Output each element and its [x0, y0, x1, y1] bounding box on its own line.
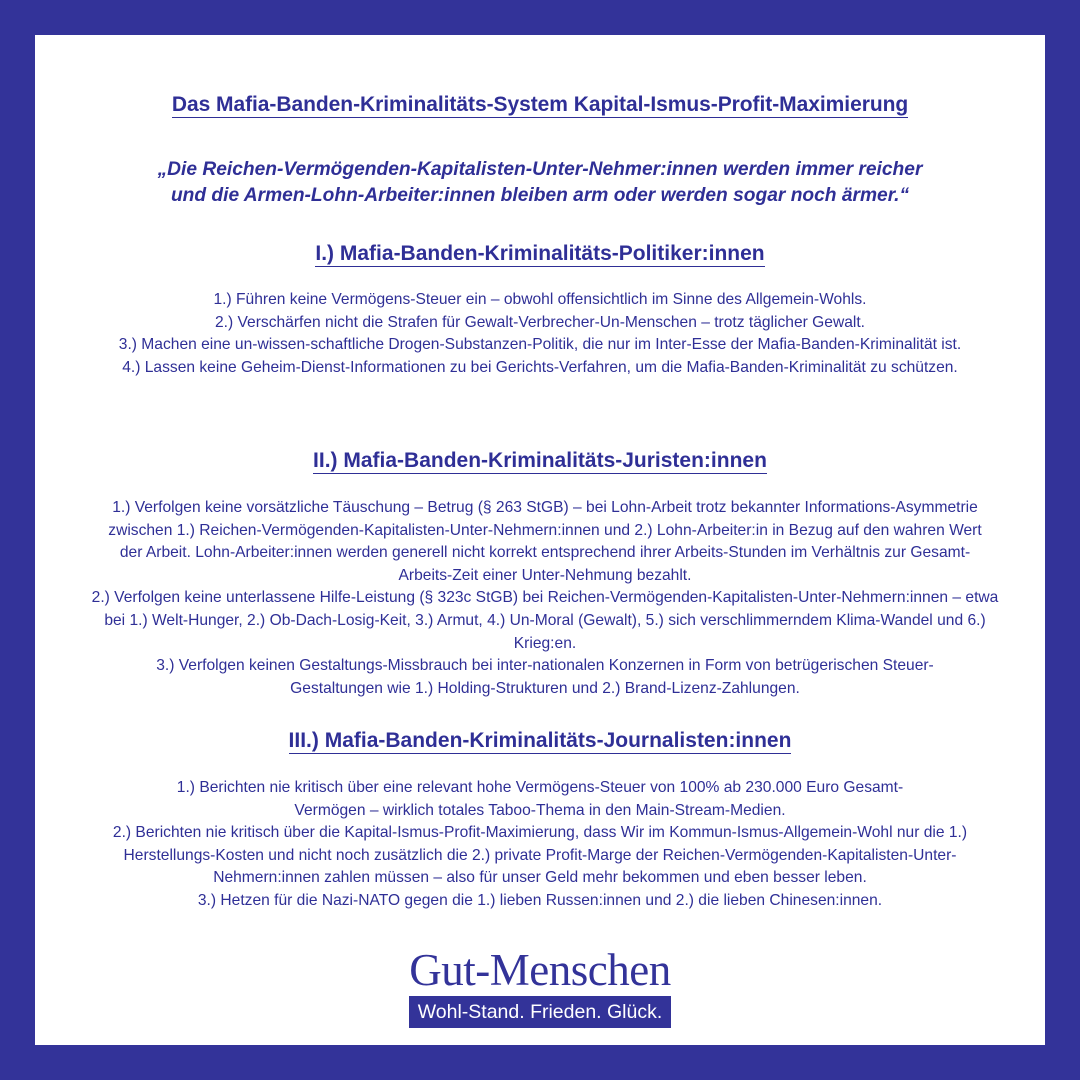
- list-item: 3.) Hetzen für die Nazi-NATO gegen die 1.) lieben Russen:innen und 2.) die lieben Chinesen:innen.: [197, 891, 883, 909]
- list-item: 3.) Verfolgen keinen Gestaltungs-Missbrauch bei inter-nationalen Konzernen in Form von betrügerischen Steuer-Gestaltungen wie 1.) Holding-Strukturen und 2.) Brand-Lizenz-Zahlungen.: [156, 657, 934, 697]
- section-heading-text: III.) Mafia-Banden-Kriminalitäts-Journalisten:innen: [288, 729, 792, 752]
- section-body-jurists: [75, 497, 1015, 700]
- quote-line-1: „Die Reichen-Vermögenden-Kapitalisten-Unter-Nehmer:innen werden immer reicher: [157, 159, 923, 180]
- section-body-politicians: [55, 289, 1025, 379]
- list-item: 1.) Verfolgen keine vorsätzliche Täuschung – Betrug (§ 263 StGB) – bei Lohn-Arbeit trotz bekannter Informations-Asymmetrie zwischen 1.) Reichen-Vermögenden-Kapitalisten-Unter-Nehmern:innen und 2.) Lohn-Arbeiter:in in Bezug auf den wahren Wert der Arbeit. Lohn-Arbeiter:innen werden generell nicht korrekt entsprechend ihrer Arbeits-Stunden im Verhältnis zur Gesamt-Arbeits-Zeit einer Unter-Nehmung bezahlt.: [108, 499, 982, 584]
- quote: [65, 157, 1015, 209]
- section-heading-jurists: [35, 447, 1045, 475]
- list-item: 2.) Verfolgen keine unterlassene Hilfe-Leistung (§ 323c StGB) bei Reichen-Vermögenden-Kapitalisten-Unter-Nehmern:innen – etwa bei 1.) Welt-Hunger, 2.) Ob-Dach-Losig-Keit, 3.) Armut, 4.) Un-Moral (Gewalt), 5.) sich verschlimmerndem Klima-Wandel und 6.) Krieg:en.: [91, 589, 999, 652]
- brand-name: Gut-Menschen: [409, 945, 671, 995]
- section-body-journalists: [80, 777, 1000, 913]
- brand-logo: [35, 945, 1045, 1028]
- page-title-text: Das Mafia-Banden-Kriminalitäts-System Kapital-Ismus-Profit-Maximierung: [171, 93, 909, 116]
- quote-line-2: und die Armen-Lohn-Arbeiter:innen bleiben arm oder werden sogar noch ärmer.“: [170, 185, 910, 206]
- section-heading-politicians: [35, 240, 1045, 268]
- section-heading-text: I.) Mafia-Banden-Kriminalitäts-Politiker:innen: [315, 242, 765, 265]
- list-item: 1.) Führen keine Vermögens-Steuer ein – obwohl offensichtlich im Sinne des Allgemein-Wohls.: [213, 291, 867, 308]
- brand-tagline: Wohl-Stand. Frieden. Glück.: [409, 996, 672, 1028]
- list-item: 1.) Berichten nie kritisch über eine relevant hohe Vermögens-Steuer von 100% ab 230.000 Euro Gesamt-Vermögen – wirklich totales Taboo-Thema in den Main-Stream-Medien.: [176, 779, 904, 819]
- list-item: 3.) Machen eine un-wissen-schaftliche Drogen-Substanzen-Politik, die nur im Inter-Esse der Mafia-Banden-Kriminalität ist.: [118, 336, 962, 354]
- poster-card: [35, 35, 1045, 1045]
- list-item: 4.) Lassen keine Geheim-Dienst-Informationen zu bei Gerichts-Verfahren, um die Mafia-Banden-Kriminalität zu schützen.: [122, 358, 958, 376]
- page-title: [35, 91, 1045, 119]
- list-item: 2.) Verschärfen nicht die Strafen für Gewalt-Verbrecher-Un-Menschen – trotz täglicher Gewalt.: [214, 313, 866, 331]
- section-heading-text: II.) Mafia-Banden-Kriminalitäts-Juristen:innen: [313, 449, 767, 472]
- list-item: 2.) Berichten nie kritisch über die Kapital-Ismus-Profit-Maximierung, dass Wir im Kommun-Ismus-Allgemein-Wohl nur die 1.) Herstellungs-Kosten und nicht noch zusätzlich die 2.) private Profit-Marge der Reichen-Vermögenden-Kapitalisten-Unter-Nehmern:innen zahlen müssen – also für unser Geld mehr bekommen und eben besser leben.: [112, 824, 968, 887]
- section-heading-journalists: [35, 727, 1045, 755]
